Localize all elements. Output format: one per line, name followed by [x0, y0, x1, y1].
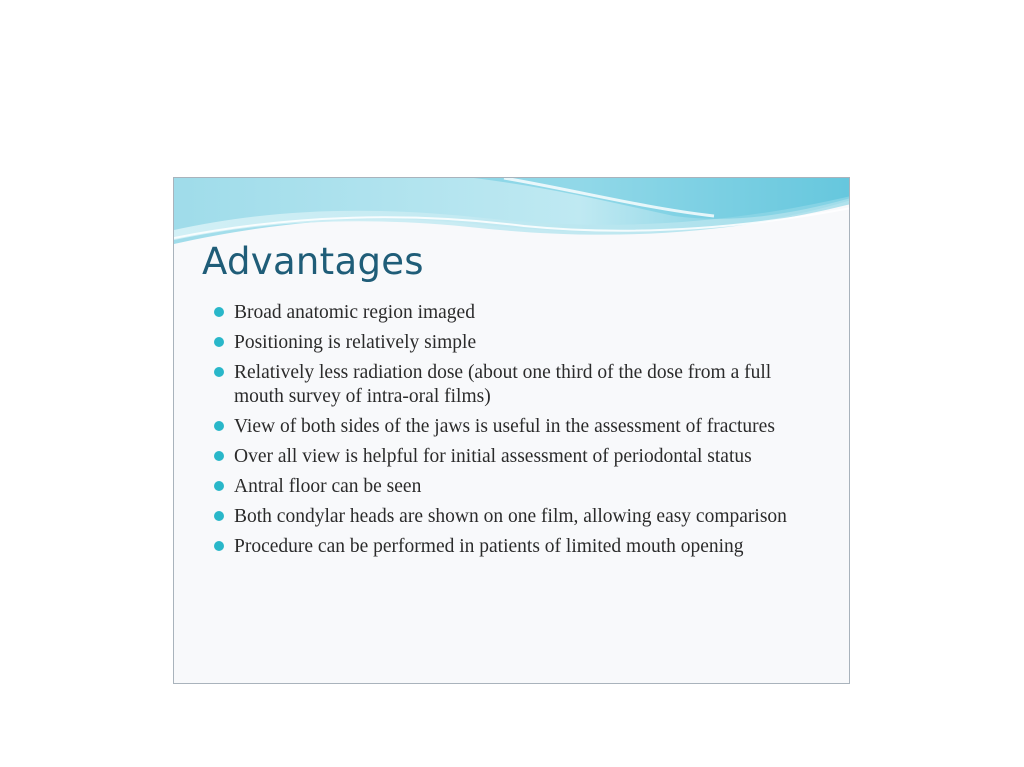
bullet-dot-icon	[214, 337, 224, 347]
bullet-dot-icon	[214, 451, 224, 461]
bullet-dot-icon	[214, 511, 224, 521]
list-item	[214, 331, 814, 355]
bullet-text: Procedure can be performed in patients of limited mouth opening	[234, 536, 744, 557]
list-item	[214, 535, 814, 559]
bullet-list	[214, 301, 814, 565]
bullet-text: Both condylar heads are shown on one film, allowing easy comparison	[234, 506, 787, 527]
bullet-dot-icon	[214, 541, 224, 551]
slide-title: Advantages	[202, 240, 424, 283]
list-item	[214, 445, 814, 469]
bullet-text: Broad anatomic region imaged	[234, 302, 475, 323]
list-item	[214, 415, 814, 439]
bullet-text: Antral floor can be seen	[234, 476, 422, 497]
bullet-dot-icon	[214, 367, 224, 377]
bullet-dot-icon	[214, 481, 224, 491]
list-item	[214, 361, 814, 409]
list-item	[214, 475, 814, 499]
slide	[173, 177, 850, 684]
bullet-text: View of both sides of the jaws is useful in the assessment of fractures	[234, 416, 775, 437]
bullet-dot-icon	[214, 307, 224, 317]
bullet-text: Over all view is helpful for initial assessment of periodontal status	[234, 446, 752, 467]
bullet-text: Relatively less radiation dose (about one third of the dose from a full mouth survey of intra-oral films)	[234, 362, 772, 407]
bullet-text: Positioning is relatively simple	[234, 332, 477, 353]
list-item	[214, 505, 814, 529]
bullet-dot-icon	[214, 421, 224, 431]
list-item	[214, 301, 814, 325]
